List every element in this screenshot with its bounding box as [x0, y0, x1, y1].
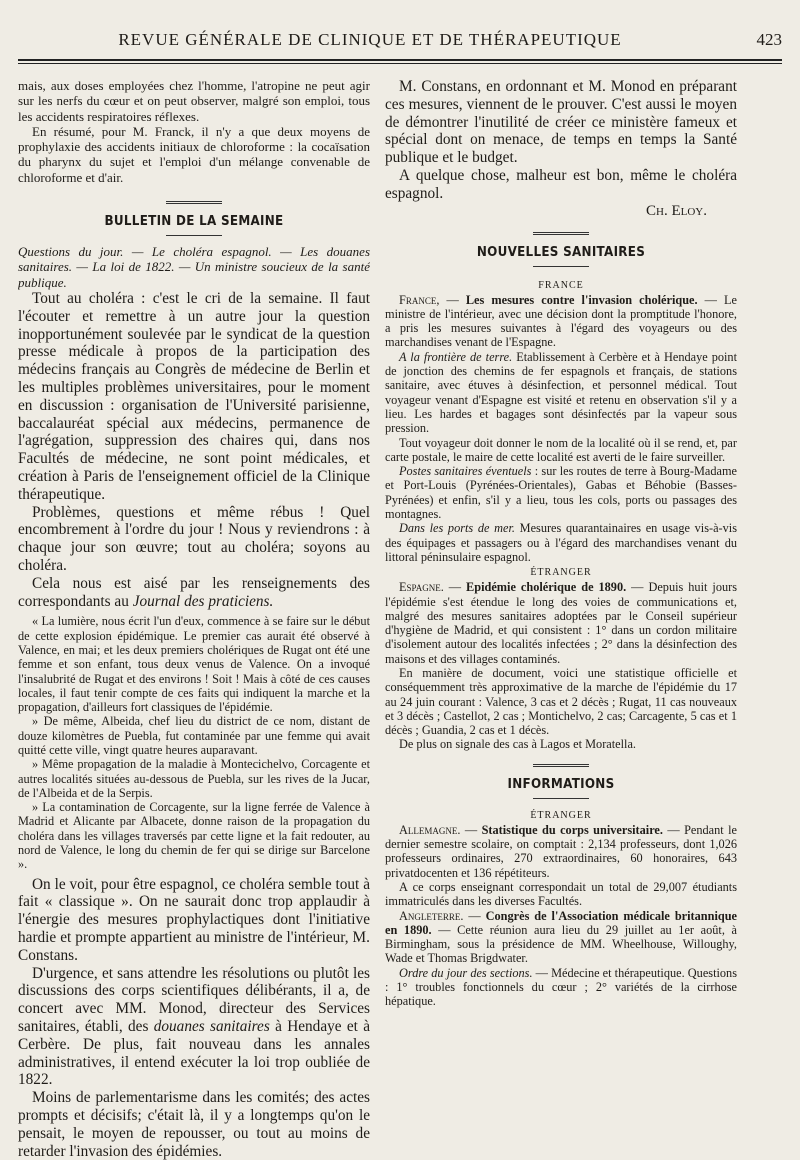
continued-paragraph: M. Constans, en ordonnant et M. Monod en préparant ces mesures, viennent de le prouver. C'est aussi le moyen de démontrer l'inutilité de créer ce ministère fameux et spécial dont on menace, de temps en temps la Santé publique et le budget.	[385, 78, 737, 167]
bulletin-paragraph-1: Tout au choléra : c'est le cri de la semaine. Il faut l'écouter et remettre à un autre jour la question inopportunément soulevée par le syndicat de la question presse médicale à propos de la participation des médecins français au Congrès de médecine de Berlin et les multiples problèmes universitaires, pour le moment en discussion : organisation de l'Université parisienne, baccalauréat spécial aux médecins, permanence de l'agrégation, suppression des chaires qui, dans nos Facultés de médecine, ne sont point médicales, et création à Paris de l'enseignement officiel de la Clinique thérapeutique.	[18, 289, 370, 503]
running-title: REVUE GÉNÉRALE DE CLINIQUE ET DE THÉRAPEUTIQUE	[118, 30, 622, 49]
paragraph-text: Cela nous est aisé par les renseignements des correspondants au	[18, 574, 370, 610]
lagos-paragraph: De plus on signale des cas à Lagos et Moratella.	[399, 737, 636, 752]
closing-paragraph: A quelque chose, malheur est bon, même le choléra espagnol.	[385, 166, 737, 202]
subsection-label: Dans les ports de mer.	[399, 521, 515, 536]
country-label: France, —	[399, 292, 466, 307]
subsection-label: A la frontière de terre.	[399, 349, 513, 364]
bulletin-paragraph-5	[18, 965, 370, 1090]
news-title: Les mesures contre l'invasion cholérique.	[465, 292, 698, 307]
intro-summary-paragraph: En résumé, pour M. Franck, il n'y a que deux moyens de prophylaxie des accidents initiaux de chloroforme : la cocaïsation du pharynx du sujet et l'emploi d'un mélange convenable de chloroforme et d'air.	[18, 123, 370, 185]
news-body: Mesures quarantainaires en usage vis-à-vis des équipages et passagers ou à l'égard des marchandises venant du littoral péninsulaire espagnol.	[385, 521, 737, 564]
news-title: Epidémie cholérique de 1890.	[466, 580, 627, 595]
news-title: Statistique du corps universitaire.	[481, 822, 663, 837]
corps-paragraph: A ce corps enseignant correspondait un total de 29,007 étudiants immatriculés dans les diverses Facultés.	[385, 879, 737, 909]
etranger-subheading-2: ÉTRANGER	[530, 809, 592, 821]
bulletin-paragraph-4: On le voit, pour être espagnol, ce choléra semble tout à fait « classique ». On ne saurait donc trop applaudir à l'énergie des mesures prophylactiques dont l'initiative hardie et prompte appartient au ministre de l'intérieur, M. Constans.	[18, 875, 370, 964]
country-label: Allemagne. —	[399, 822, 482, 837]
frontiere-paragraph	[385, 350, 737, 436]
bulletin-heading: BULLETIN DE LA SEMAINE	[104, 214, 284, 230]
news-body: — Médecine et thérapeutique. Questions : 1° troubles fonctionnels du cœur ; 2° variétés de la cirrhose hépatique.	[385, 965, 737, 1009]
journal-title: Journal des praticiens.	[132, 592, 274, 610]
france-subheading: FRANCE	[538, 279, 584, 291]
paragraph-text: D'urgence, et sans attendre les résolutions ou plutôt les discussions des corps scientifiques délibérants, il a, de concert avec MM. Monod, directeur des Services sanitaires, établi, des	[18, 964, 370, 1036]
ordre-paragraph	[385, 966, 737, 1009]
postes-paragraph	[385, 464, 737, 521]
statistique-paragraph: En manière de document, voici une statistique officielle et conséquemment très approximative de la marche de l'épidémie du 17 au 24 juin courant : Valence, 3 cas et 2 décès ; Rugat, 11 cas nouveaux et 3 décès ; Castellot, 2 cas ; Montichelvo, 2 cas; Carcagente, 5 cas et 1 décès ; Guandia, 2 cas et 1 décès.	[385, 666, 737, 738]
bulletin-paragraph-3	[18, 575, 370, 611]
page-number: 423	[756, 30, 782, 49]
france-paragraph	[385, 293, 737, 350]
section-divider	[166, 201, 222, 206]
subsection-label: Postes sanitaires éventuels	[399, 464, 532, 479]
ports-paragraph	[385, 521, 737, 564]
section-divider	[533, 232, 589, 237]
paragraph-text: à Hendaye et à Cerbère. De plus, fait nouveau dans les annales administratives, il entend exécuter la loi trop oubliée de 1822.	[18, 1018, 370, 1089]
country-label: Angleterre. —	[399, 908, 486, 923]
news-body: : sur les routes de terre à Bourg-Madame et Port-Louis (Pyrénées-Orientales), Gabas et Béhobie (Basses-Pyrénées) et enfin, s'il y a lieu, tous les cols, ports ou passages des montagnes.	[385, 464, 737, 522]
news-body: — Depuis huit jours l'épidémie s'est étendue le long des voies de communications et, malgré des mesures sanitaires adoptées par le Conseil supérieur d'hygiène de Madrid, et qui consistent : 1° dans un cordon militaire d'isolement autour des localités infectées ; 2° dans la désinfection des maisons et des villages contaminés.	[385, 580, 737, 666]
header-rule	[18, 59, 782, 61]
allemagne-paragraph	[385, 823, 737, 880]
page-header	[18, 30, 782, 54]
bulletin-summary: Questions du jour. — Le choléra espagnol. — Les douanes sanitaires. — La loi de 1822. — Un ministre soucieux de la santé publique.	[18, 244, 370, 290]
author-signature: Ch. Eloy.	[646, 202, 707, 219]
news-body: Etablissement à Cerbère et à Hendaye point de jonction des chemins de fer espagnols et français, de stations sanitaire, avec étuves à désinfection, et personnel médical. Tout voyageur venant d'Espagne est visité et retenu en observation s'il y a lieu. Les hardes et bagages sont désinfectés par la vapeur sous pression.	[385, 349, 737, 436]
header-rule-thin	[18, 63, 782, 64]
country-label: Espagne. —	[399, 580, 467, 595]
right-column	[385, 78, 737, 1009]
news-body: — Le ministre de l'intérieur, avec une décision dont la promptitude l'honore, a pris les mesures suivantes à l'égard des voyageurs ou des marchandises venant de l'Espagne.	[385, 292, 737, 350]
quote-paragraph-1: « La lumière, nous écrit l'un d'eux, commence à se faire sur le début de cette explosion épidémique. Le premier cas aurait été observé à Valence, en mai; et les deux premiers cholériques de Rugat ont été une femme et son enfant, tous deux venus de Valence. On a invoqué l'insalubrité de Rugat et des environs ! Soit ! Mais à côté de ces causes locales, il faut tenir compte de ces faits qui indiquent la marche et la propagation, d'ailleurs fort classiques de l'épidémie.	[18, 614, 370, 715]
subsection-label: Ordre du jour des sections.	[399, 965, 533, 980]
espagne-paragraph	[385, 580, 737, 666]
angleterre-paragraph	[385, 909, 737, 966]
nouvelles-heading: NOUVELLES SANITAIRES	[476, 244, 646, 260]
voyageur-paragraph: Tout voyageur doit donner le nom de la localité où il se rend, et, par carte postale, le maire de cette localité est averti de le faire surveiller.	[385, 435, 737, 464]
news-body: — Cette réunion aura lieu du 29 juillet au 1er août, à Birmingham, sous la présidence de MM. Wheelhouse, Willoughy, Wade et Thomas Brigdwater.	[385, 922, 737, 966]
douanes-term: douanes sanitaires	[153, 1018, 270, 1036]
quote-paragraph-2: » De même, Albeida, chef lieu du district de ce nom, distant de douze kilomètres de Puebla, fut contaminée par une femme qui avait quitté cette ville, vingt quatre heures auparavant.	[18, 714, 370, 757]
left-column	[18, 78, 370, 1160]
etranger-subheading: ÉTRANGER	[530, 567, 592, 579]
intro-paragraph: mais, aux doses employées chez l'homme, l'atropine ne peut agir sur les nerfs du cœur et on peut observer, malgré son emploi, tous les accidents respiratoires réflexes.	[18, 78, 370, 124]
quote-paragraph-4: » La contamination de Corcagente, sur la ligne ferrée de Valence à Madrid et Alicante par Albacete, donne raison de la propagation du choléra dans les villages traversés par cette ligne et la fait redouter, au nord de Valence, le long du chemin de fer qui se dirige sur Barcelone ».	[18, 800, 370, 872]
bulletin-paragraph-2: Problèmes, questions et même rébus ! Quel encombrement à l'ordre du jour ! Nous y reviendrons : à chaque jour son œuvre; tout au choléra; soyons au choléra.	[18, 503, 370, 574]
bulletin-paragraph-6: Moins de parlementarisme dans les comités; des actes prompts et décisifs; c'était là, il y a longtemps qu'on le pensait, le moyen de repousser, ou tout au moins de retarder l'invasion des épidémies.	[18, 1089, 370, 1160]
section-divider	[533, 764, 589, 769]
news-body: — Pendant le dernier semestre scolaire, on comptait : 2,134 professeurs, dont 1,026 professeurs ordinaires, 270 extraordinaires, 60 honoraires, 643 privatdocenten et 136 répétiteurs.	[385, 822, 737, 880]
news-title: Congrès de l'Association médicale britannique en 1890.	[385, 908, 737, 937]
informations-heading: INFORMATIONS	[507, 776, 615, 792]
quote-paragraph-3: » Même propagation de la maladie à Montecichelvo, Corcagente et autres localités situées au-dessous de Puebla, sur les rives de la Jucar, de l'Albeida et de la Serpis.	[18, 757, 370, 800]
